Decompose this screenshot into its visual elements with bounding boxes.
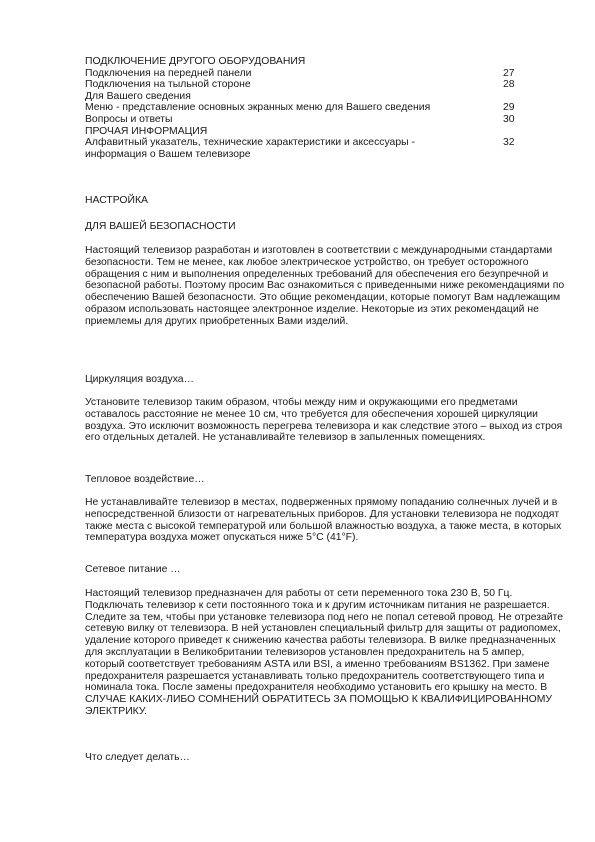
toc-row-page: 28	[503, 79, 515, 91]
paragraph-power: Настоящий телевизор предназначен для работы от сети переменного тока 230 В, 50 Гц. Подключать телевизор к сети постоянного тока и к другим источникам питания не разрешается. Следите за тем, чтобы при установке телевизора под него не попал сетевой провод. Не отрезайте сетевую вилку от телевизора. В ней установлен специальный фильтр для защиты от радиопомех, удаление которого приведет к снижению качества работы телевизора. В вилке предназначенных для эксплуатации в Великобритании телевизоров установлен предохранитель на 5 ампер, который соответствует требованиям ASTA или BSI, а именно требованиям BS1362. При замене предохранителя разрешается устанавливать только предохранитель соответствующего типа и номинала тока. После замены предохранителя необходимо установить его крышку на место. В СЛУЧАЕ КАКИХ-ЛИБО СОМНЕНИЙ ОБРАТИТЕСЬ ЗА ПОМОЩЬЮ К КВАЛИФИЦИРОВАННОМУ ЭЛЕКТРИКУ.	[85, 588, 563, 717]
toc-row-page: 32	[503, 137, 515, 149]
toc-row-text: информация о Вашем телевизоре	[85, 148, 251, 160]
toc-row-text: Меню - представление основных экранных меню для Вашего сведения	[85, 102, 431, 114]
toc-row	[85, 137, 525, 149]
toc-row-text: Вопросы и ответы	[85, 113, 173, 125]
toc-row	[85, 79, 525, 91]
toc-row-page: 30	[503, 113, 515, 125]
toc-row-page: 27	[503, 67, 515, 79]
toc-row-page	[503, 149, 525, 161]
section-title-air: Циркуляция воздуха…	[85, 374, 194, 385]
toc-row	[85, 68, 525, 80]
section-title-todo: Что следует делать…	[85, 752, 190, 763]
paragraph-air: Установите телевизор таким образом, чтобы между ним и окружающими его предметами оставалось расстояние не менее 10 см, что требуется для обеспечения хорошей циркуляции воздуха. Это исключит возможность перегрева телевизора и как следствие этого – выход из строя его отдельных деталей. Не устанавливайте телевизор в запыленных помещениях.	[85, 397, 563, 444]
toc-row-page	[503, 91, 525, 103]
toc-row	[85, 149, 525, 161]
toc-row-text: Для Вашего сведения	[85, 90, 191, 102]
section-title-power: Сетевое питание …	[85, 564, 181, 575]
toc-row	[85, 114, 525, 126]
toc-row-text: Подключения на передней панели	[85, 67, 252, 79]
paragraph-heat: Не устанавливайте телевизор в местах, подверженных прямому попаданию солнечных лучей и в непосредственной близости от нагревательных приборов. Для установки телевизора не подходят также места с высокой температурой или большой влажностью воздуха, а также места, в которых температура воздуха может опускаться ниже 5°C (41°F).	[85, 497, 562, 544]
section-title-heat: Тепловое воздействие…	[85, 474, 205, 485]
toc-row-page: 29	[503, 102, 515, 114]
paragraph-safety: Настоящий телевизор разработан и изготовлен в соответствии с международными стандартами безопасности. Тем не менее, как любое электрическое устройство, он требует осторожного обращения с ним и выполнения определенных требований для обеспечения его безупречной и безопасной работы. Поэтому просим Вас ознакомиться с приведенными ниже рекомендациями по обеспечению Вашей безопасности. Это общие рекомендации, которые помогут Вам надлежащим образом использовать настоящее электронное изделие. Некоторые из этих рекомендаций не приемлемы для других приобретенных Вами изделий.	[85, 245, 565, 327]
toc-row-text: Алфавитный указатель, технические характеристики и аксессуары -	[85, 137, 415, 149]
section-title-safety: ДЛЯ ВАШЕЙ БЕЗОПАСНОСТИ	[85, 221, 236, 232]
toc-heading-other: ПРОЧАЯ ИНФОРМАЦИЯ	[85, 125, 208, 137]
toc-row	[85, 91, 525, 103]
table-of-contents	[85, 56, 525, 160]
toc-heading-connections: ПОДКЛЮЧЕНИЕ ДРУГОГО ОБОРУДОВАНИЯ	[85, 56, 306, 67]
toc-row	[85, 102, 525, 114]
section-title-setup: НАСТРОЙКА	[85, 195, 148, 206]
toc-row-text: Подключения на тыльной стороне	[85, 79, 251, 91]
